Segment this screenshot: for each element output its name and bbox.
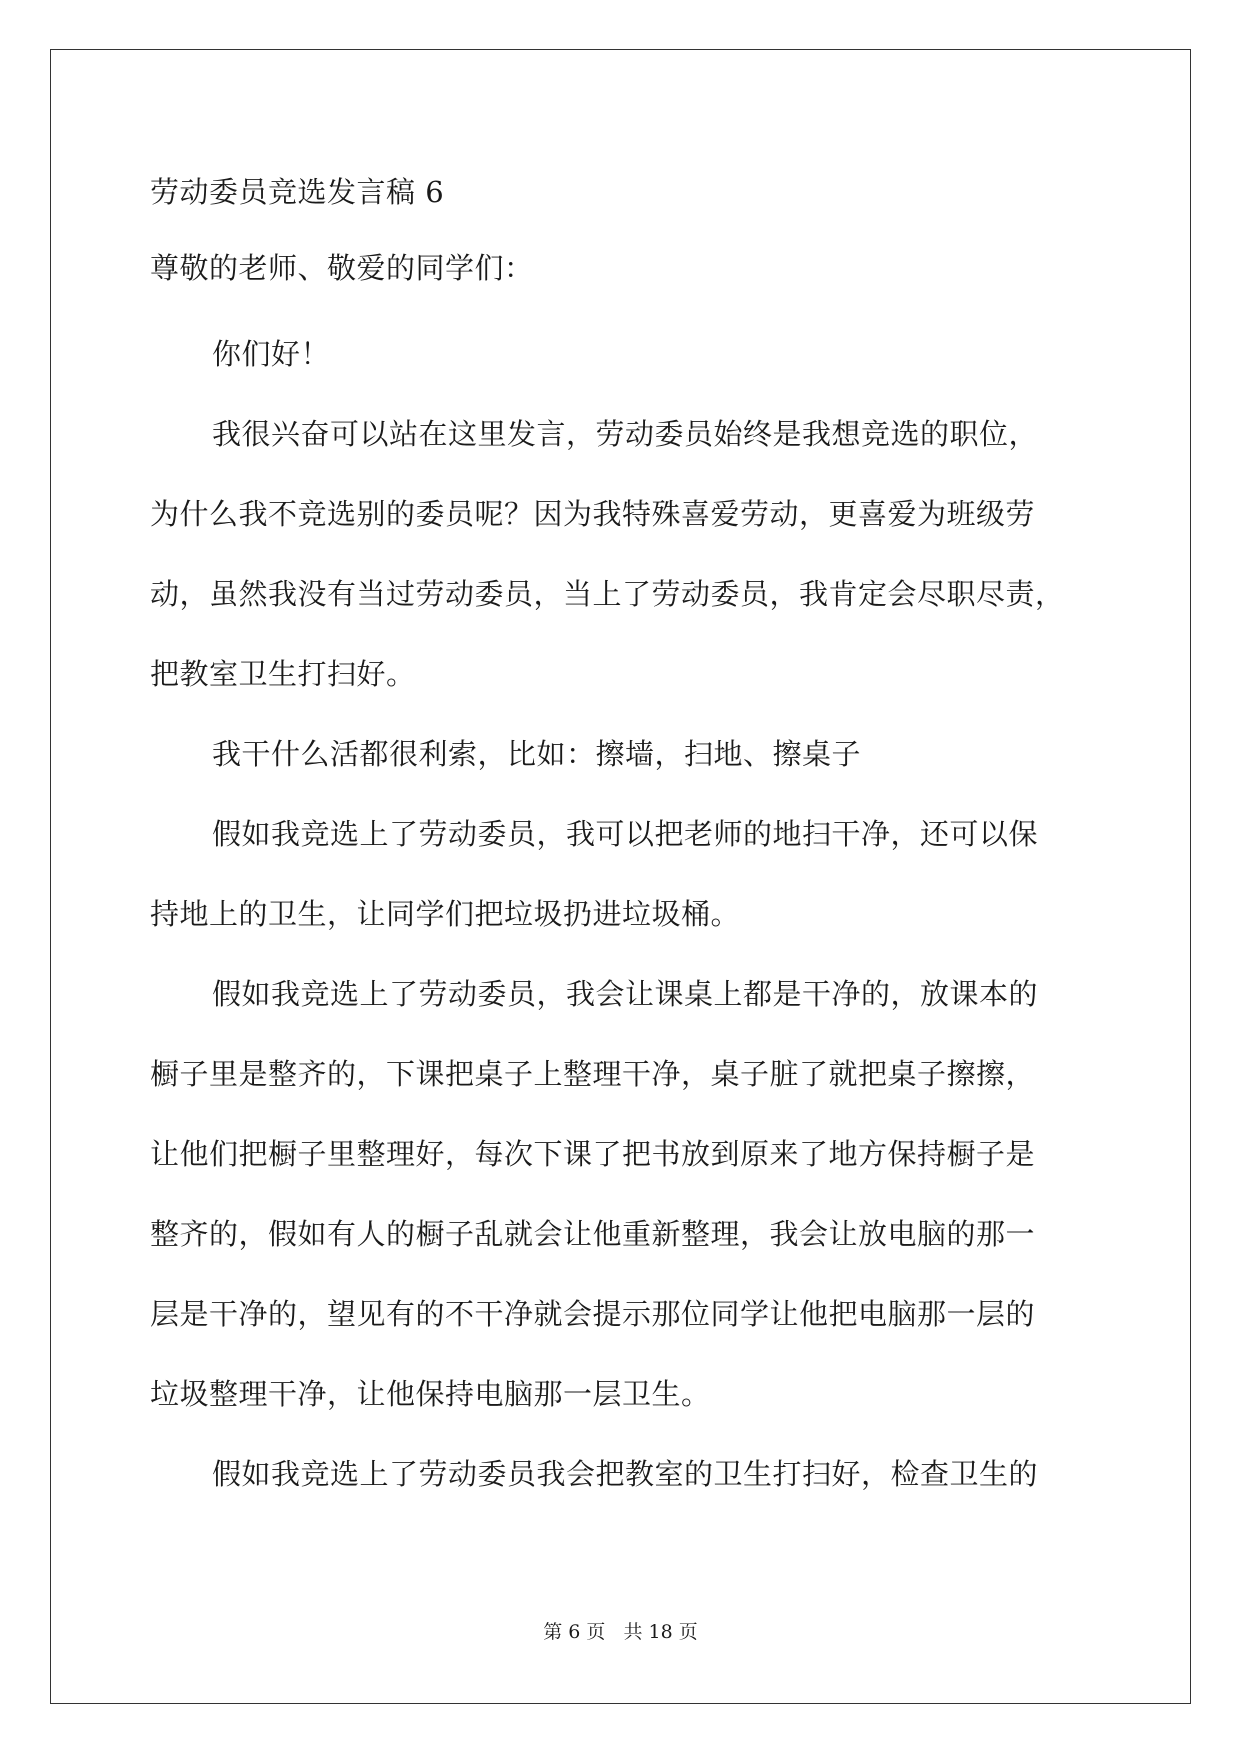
paragraph-line: 动，虽然我没有当过劳动委员，当上了劳动委员，我肯定会尽职尽责，: [150, 577, 1065, 611]
paragraph-line: 把教室卫生打扫好。: [150, 657, 416, 691]
paragraph-line: 橱子里是整齐的，下课把桌子上整理干净，桌子脏了就把桌子擦擦，: [150, 1057, 1036, 1091]
paragraph-line: 假如我竞选上了劳动委员我会把教室的卫生打扫好，检查卫生的: [212, 1457, 1039, 1491]
paragraph-line: 假如我竞选上了劳动委员，我会让课桌上都是干净的，放课本的: [212, 977, 1039, 1011]
paragraph-line: 我很兴奋可以站在这里发言，劳动委员始终是我想竞选的职位，: [212, 417, 1039, 451]
salutation: 尊敬的老师、敬爱的同学们：: [150, 251, 534, 285]
paragraph-line: 层是干净的，望见有的不干净就会提示那位同学让他把电脑那一层的: [150, 1297, 1036, 1331]
paragraph-line: 为什么我不竞选别的委员呢？因为我特殊喜爱劳动，更喜爱为班级劳: [150, 497, 1036, 531]
current-page-number: 第 6 页: [543, 1621, 606, 1643]
greeting: 你们好！: [212, 337, 331, 371]
paragraph-line: 整齐的，假如有人的橱子乱就会让他重新整理，我会让放电脑的那一: [150, 1217, 1036, 1251]
paragraph-line: 假如我竞选上了劳动委员，我可以把老师的地扫干净，还可以保: [212, 817, 1039, 851]
paragraph-line: 让他们把橱子里整理好，每次下课了把书放到原来了地方保持橱子是: [150, 1137, 1036, 1171]
document-title: 劳动委员竞选发言稿 6: [150, 175, 445, 209]
paragraph-line: 垃圾整理干净，让他保持电脑那一层卫生。: [150, 1377, 711, 1411]
page-footer: [0, 1620, 1241, 1644]
paragraph-line: 我干什么活都很利索，比如：擦墙，扫地、擦桌子: [212, 737, 862, 771]
paragraph-line: 持地上的卫生，让同学们把垃圾扔进垃圾桶。: [150, 897, 741, 931]
total-page-count: 共 18 页: [623, 1621, 698, 1643]
